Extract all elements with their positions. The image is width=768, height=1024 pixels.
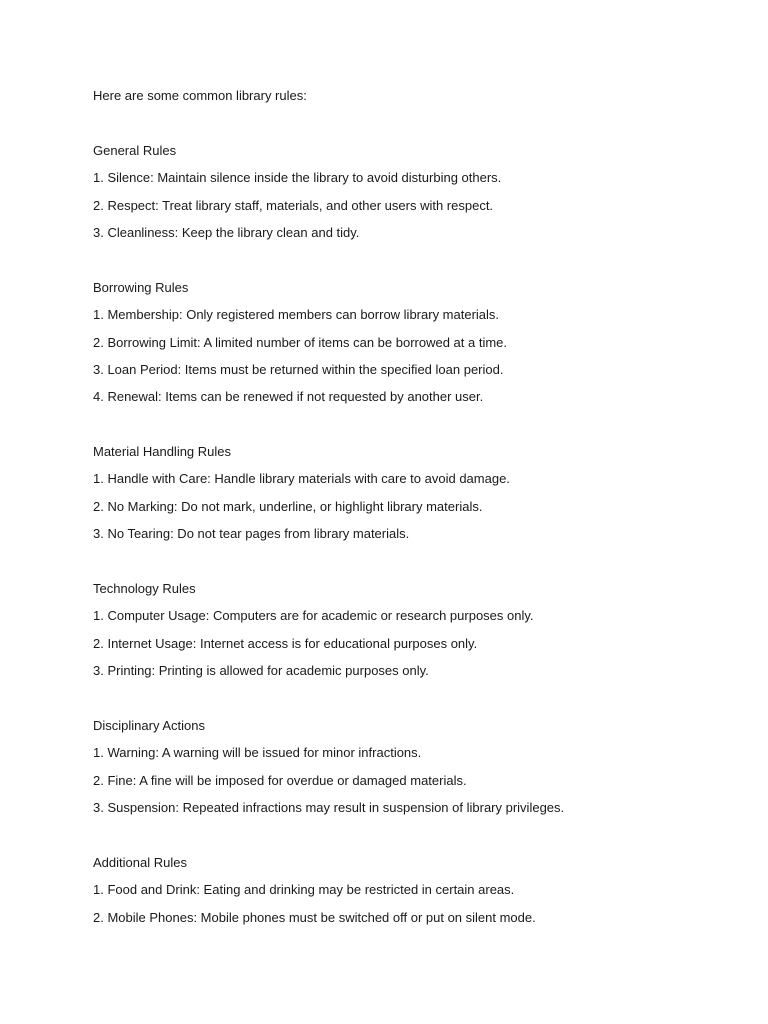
blank-line [93, 552, 713, 579]
blank-line [93, 689, 713, 716]
blank-line [93, 113, 713, 140]
list-item: 2. Respect: Treat library staff, materials, and other users with respect. [93, 197, 494, 213]
list-item: 3. Printing: Printing is allowed for academic purposes only. [93, 663, 429, 679]
blank-line [93, 250, 713, 277]
section-heading-material-handling: Material Handling Rules [93, 444, 232, 460]
section-heading-technology: Technology Rules [93, 581, 196, 597]
list-item: 3. Cleanliness: Keep the library clean and tidy. [93, 224, 360, 240]
section-heading-additional: Additional Rules [93, 854, 187, 870]
blank-line [93, 826, 713, 853]
list-item: 3. Loan Period: Items must be returned within the specified loan period. [93, 361, 504, 377]
list-item: 1. Food and Drink: Eating and drinking may be restricted in certain areas. [93, 882, 515, 898]
list-item: 4. Renewal: Items can be renewed if not requested by another user. [93, 389, 484, 405]
list-item: 2. Mobile Phones: Mobile phones must be switched off or put on silent mode. [93, 909, 536, 925]
section-heading-borrowing: Borrowing Rules [93, 279, 189, 295]
list-item: 1. Computer Usage: Computers are for academic or research purposes only. [93, 608, 534, 624]
list-item: 1. Membership: Only registered members can borrow library materials. [93, 307, 500, 323]
list-item: 2. Borrowing Limit: A limited number of items can be borrowed at a time. [93, 334, 508, 350]
list-item: 3. No Tearing: Do not tear pages from library materials. [93, 526, 410, 542]
document-body [93, 86, 713, 935]
blank-line [93, 415, 713, 442]
section-heading-disciplinary: Disciplinary Actions [93, 717, 205, 733]
list-item: 2. Internet Usage: Internet access is for educational purposes only. [93, 635, 478, 651]
list-item: 1. Silence: Maintain silence inside the library to avoid disturbing others. [93, 170, 502, 186]
list-item: 1. Handle with Care: Handle library materials with care to avoid damage. [93, 471, 510, 487]
list-item: 2. No Marking: Do not mark, underline, or highlight library materials. [93, 498, 483, 514]
list-item: 1. Warning: A warning will be issued for minor infractions. [93, 745, 422, 761]
list-item: 2. Fine: A fine will be imposed for overdue or damaged materials. [93, 772, 467, 788]
list-item: 3. Suspension: Repeated infractions may result in suspension of library privileges. [93, 800, 565, 816]
intro-text: Here are some common library rules: [93, 88, 307, 103]
section-heading-general: General Rules [93, 142, 177, 158]
